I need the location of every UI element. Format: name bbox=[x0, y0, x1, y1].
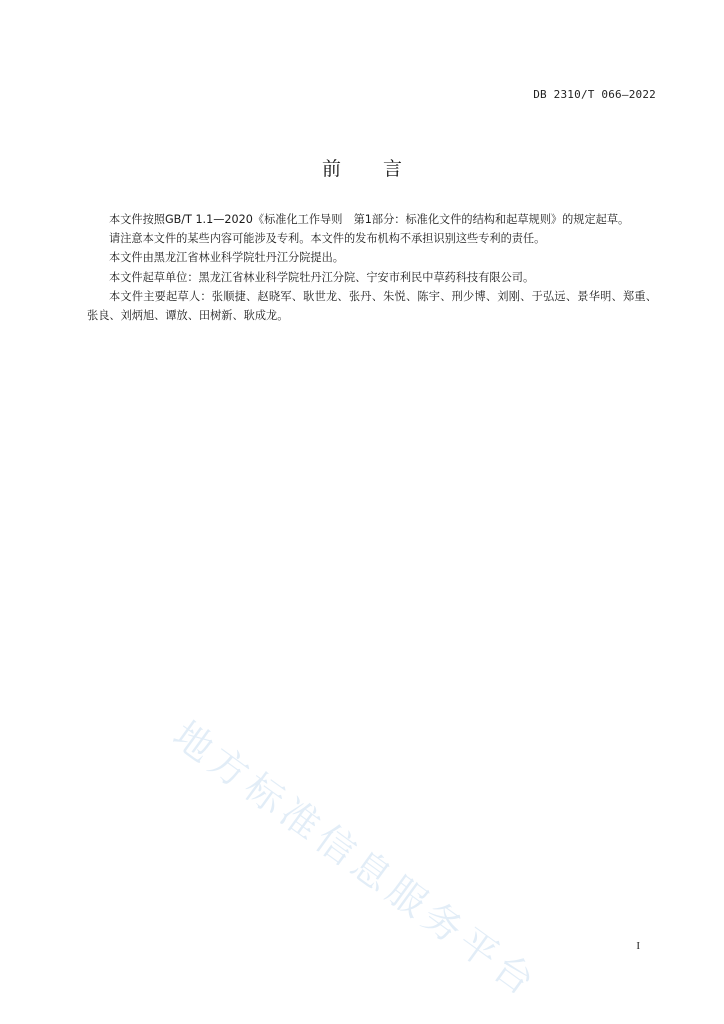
page-number: I bbox=[636, 940, 640, 952]
paragraph-proposer: 本文件由黑龙江省林业科学院牡丹江分院提出。 bbox=[109, 251, 344, 265]
paragraph-drafters: 本文件主要起草人：张顺捷、赵晓军、耿世龙、张丹、朱悦、陈宇、刑少博、刘刚、于弘远、景华明、郑重、张良、刘炳旭、谭放、田树新、耿成龙。 bbox=[87, 289, 657, 323]
foreword-body bbox=[87, 210, 657, 325]
watermark: 地方标准信息服务平台 bbox=[165, 712, 547, 1007]
page-title bbox=[0, 154, 724, 181]
document-code: DB 2310/T 066—2022 bbox=[533, 88, 656, 101]
title-char-2: 言 bbox=[383, 158, 403, 180]
paragraph-drafting-basis: 本文件按照GB/T 1.1—2020《标准化工作导则 第1部分：标准化文件的结构和起草规则》的规定起草。 bbox=[109, 213, 630, 226]
paragraph-patent-notice: 请注意本文件的某些内容可能涉及专利。本文件的发布机构不承担识别这些专利的责任。 bbox=[109, 232, 546, 246]
title-char-1: 前 bbox=[321, 158, 341, 180]
paragraph-drafting-units: 本文件起草单位：黑龙江省林业科学院牡丹江分院、宁安市利民中草药科技有限公司。 bbox=[109, 270, 535, 284]
